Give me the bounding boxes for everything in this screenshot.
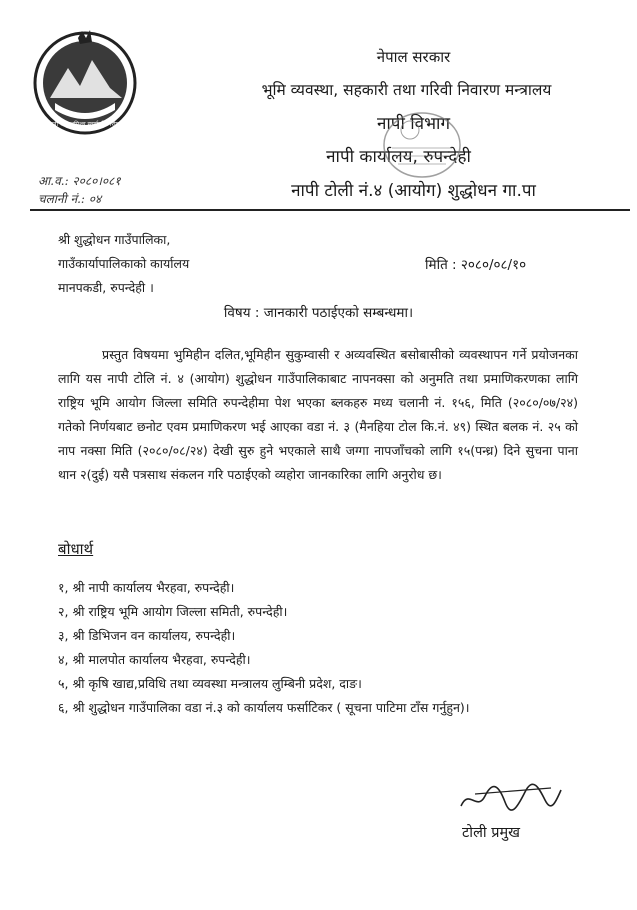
- header-divider: [30, 209, 630, 211]
- recipient-line-2: गाउँकार्यापालिकाको कार्यालय: [58, 256, 190, 271]
- cc-item: ५, श्री कृषि खाद्य,प्रविधि तथा व्यवस्था मन्त्रालय लुम्बिनी प्रदेश, दाङ।: [58, 676, 362, 691]
- office-name: नापी कार्यालय, रुपन्देही: [326, 147, 471, 167]
- recipient-line-1: श्री शुद्धोधन गाउँपालिका,: [58, 232, 171, 247]
- signatory-title: टोली प्रमुख: [462, 825, 521, 841]
- cc-item: २, श्री राष्ट्रिय भूमि आयोग जिल्ला समिती, रुपन्देही।: [58, 604, 288, 619]
- letter-subject: विषय : जानकारी पठाईएको सम्बन्धमा।: [223, 305, 414, 321]
- office-stamp: [380, 108, 464, 182]
- letter-body: प्रस्तुत विषयमा भुमिहीन दलित,भूमिहीन सुकुम्वासी र अव्यवस्थित बसोबासीको व्यवस्थापन गर्ने प्रयोजनका लागि यस नापी टोलि नं. ४ (आयोग) शुद्धोधन गाउँपालिकाबाट नापनक्सा को अनुमति तथा प्रमाणिकरणका लागि राष्ट्रिय भूमि आयोग जिल्ला समिति रुपन्देहीमा पेश भएका ब्लकहरु मध्य चलानी नं. १५६, मिति (२०८०/०७/२४) गतेको निर्णयबाट छनोट एवम प्रमाणिकरण भई आएका वडा नं. ३ (मैनहिया टोल कि.नं. ४९) स्थित बलक नं. २५ को नाप नक्सा मिति (२०८०/०८/२४) देखी सुरु हुने भएकाले साथै जग्गा नापजाँचको लागि १५(पन्ध्र) दिने सुचना पाना थान २(दुई) यसै पत्रसाथ संकलन गरि पठाईएको व्यहोरा जानकारिका लागि अनुरोध छ।: [58, 347, 578, 482]
- cc-item: ६, श्री शुद्धोधन गाउँपालिका वडा नं.३ को कार्यालय फर्साटिकर ( सूचना पाटिमा टाँस गर्नुहुन)।: [58, 700, 470, 715]
- cc-item: ३, श्री डिभिजन वन कार्यालय, रुपन्देही।: [58, 628, 236, 643]
- cc-item: १, श्री नापी कार्यालय भैरहवा, रुपन्देही।: [58, 580, 235, 595]
- team-name: नापी टोली नं.४ (आयोग) शुद्धोधन गा.पा: [291, 181, 536, 201]
- fiscal-year-handwritten: आ.व.: २०८०।०८१: [38, 174, 121, 188]
- svg-text:जननी जन्मभूमिश्च स्वर्गादपि गर: जननी जन्मभूमिश्च स्वर्गादपि गरीयसी: [45, 121, 125, 128]
- handwritten-signature: [455, 778, 565, 818]
- cc-item: ४, श्री मालपोत कार्यालय भैरहवा, रुपन्देही।: [58, 652, 251, 667]
- recipient-line-3: मानपकडी, रुपन्देही ।: [58, 280, 154, 295]
- cc-title: बोधार्थ: [58, 540, 94, 558]
- ministry-name: भूमि व्यवस्था, सहकारी तथा गरिवी निवारण मन्त्रालय: [261, 81, 552, 99]
- dispatch-number-handwritten: चलानी नं.: ०४: [38, 192, 102, 206]
- department-name: नापी विभाग: [376, 114, 451, 134]
- government-name: नेपाल सरकार: [376, 48, 451, 66]
- letter-date: मिति : २०८०/०८/१०: [425, 257, 527, 273]
